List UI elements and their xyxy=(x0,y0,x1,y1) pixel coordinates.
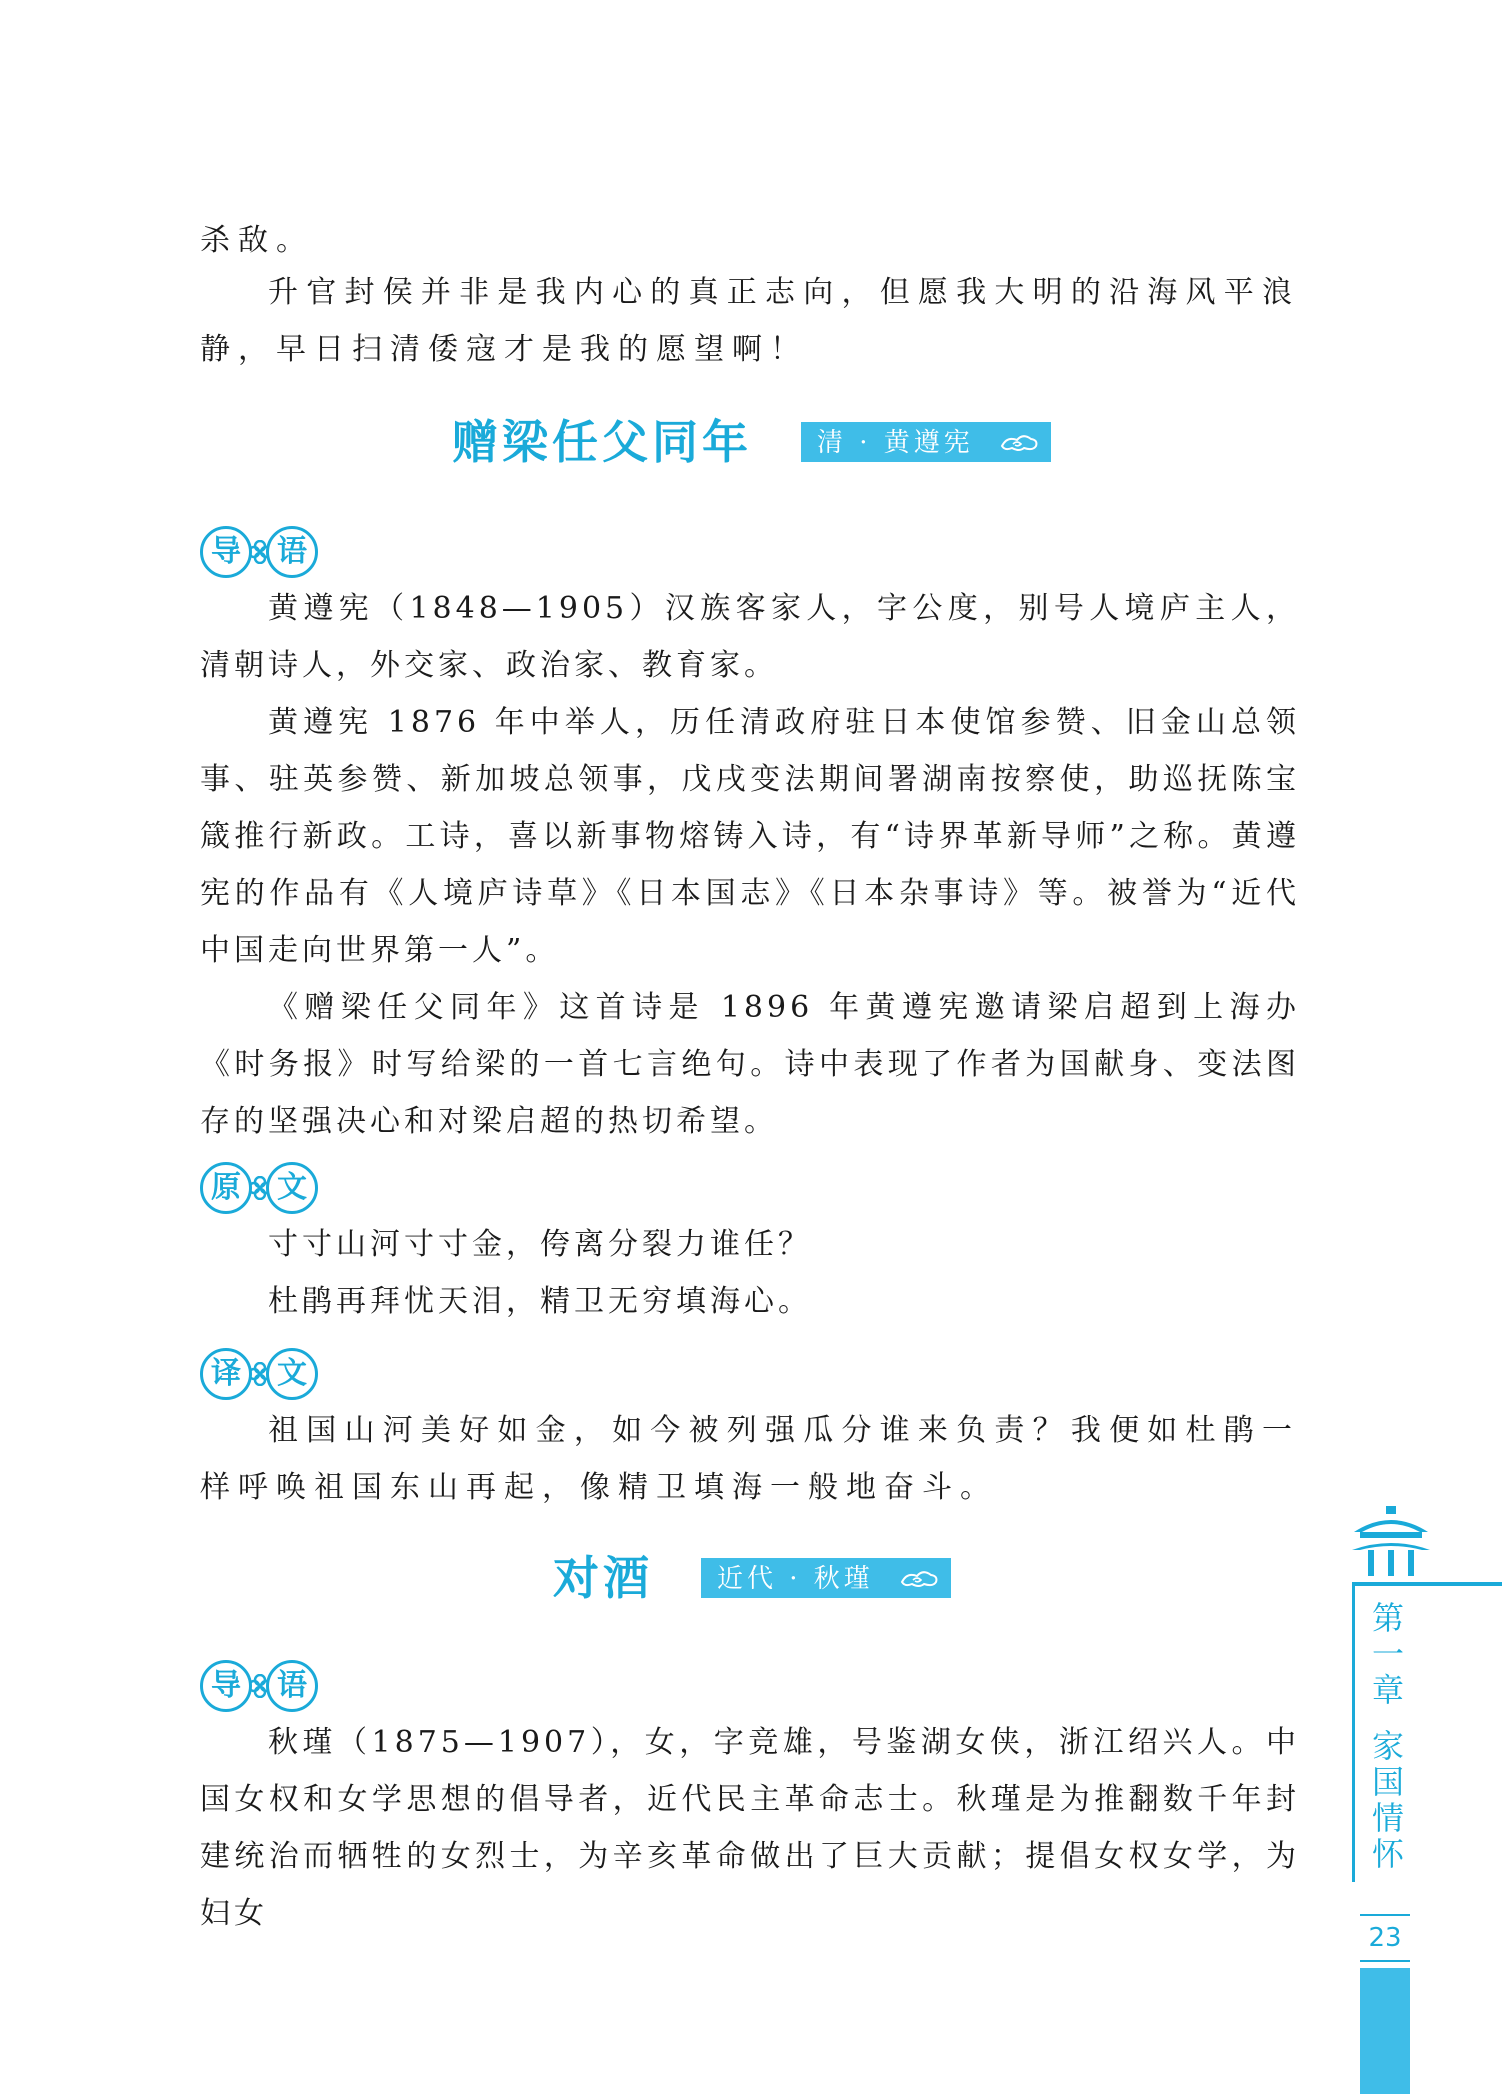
intro-paragraph: 黄遵宪（1848—1905）汉族客家人，字公度，别号人境庐主人，清朝诗人，外交家、政治家、教育家。 xyxy=(200,591,1300,683)
badge-char: 文 xyxy=(266,1162,318,1214)
chapter-char: 第 xyxy=(1371,1599,1404,1637)
chapter-vertical-line xyxy=(1352,1582,1355,1882)
continuation-paragraph: 升官封侯并非是我内心的真正志向，但愿我大明的沿海风平浪静，早日扫清倭寇才是我的愿望啊！ xyxy=(200,275,1300,367)
side-color-block xyxy=(1360,1968,1410,2094)
cloud-icon xyxy=(899,1567,939,1589)
badge-char: 文 xyxy=(266,1348,318,1400)
poem-title: 赠梁任父同年 xyxy=(452,415,752,469)
intro-badge xyxy=(200,1656,328,1716)
author-tag xyxy=(701,1558,951,1598)
badge-char: 原 xyxy=(200,1162,252,1214)
translation-paragraph: 祖国山河美好如金，如今被列强瓜分谁来负责？我便如杜鹃一样呼唤祖国东山再起，像精卫填海一般地奋斗。 xyxy=(200,1413,1300,1505)
intro-paragraph: 秋瑾（1875—1907），女，字竞雄，号鉴湖女侠，浙江绍兴人。中国女权和女学思想的倡导者，近代民主革命志士。秋瑾是为推翻数千年封建统治而牺牲的女烈士，为辛亥革命做出了巨大贡献；提倡女权女学，为妇女 xyxy=(200,1725,1300,1931)
badge-char: 导 xyxy=(200,526,252,578)
chapter-char: 章 xyxy=(1371,1671,1404,1709)
pavilion-icon xyxy=(1350,1506,1432,1578)
badge-char: 译 xyxy=(200,1348,252,1400)
original-badge xyxy=(200,1158,328,1218)
poem-line: 寸寸山河寸寸金，侉离分裂力谁任？ xyxy=(268,1227,812,1262)
intro-badge xyxy=(200,522,328,582)
cloud-icon xyxy=(999,431,1039,453)
author-tag xyxy=(801,422,1051,462)
badge-char: 语 xyxy=(266,526,318,578)
theme-char: 家 xyxy=(1371,1727,1404,1765)
poem-title: 对酒 xyxy=(553,1551,653,1605)
badge-char: 导 xyxy=(200,1660,252,1712)
theme-char: 情 xyxy=(1371,1799,1404,1837)
intro-paragraph: 《赠梁任父同年》这首诗是 1896 年黄遵宪邀请梁启超到上海办《时务报》时写给梁的一首七言绝句。诗中表现了作者为国献身、变法图存的坚强决心和对梁启超的热切希望。 xyxy=(200,990,1300,1139)
intro-paragraph: 黄遵宪 1876 年中举人，历任清政府驻日本使馆参赞、旧金山总领事、驻英参赞、新加坡总领事，戊戌变法期间署湖南按察使，助巡抚陈宝箴推行新政。工诗，喜以新事物熔铸入诗，有“诗界革新导师”之称。黄遵宪的作品有《人境庐诗草》《日本国志》《日本杂事诗》等。被誉为“近代中国走向世界第一人”。 xyxy=(200,705,1300,968)
author-tag-text: 清 · 黄遵宪 xyxy=(817,428,974,458)
page-number: 23 xyxy=(1360,1914,1410,1962)
chapter-char: 一 xyxy=(1371,1635,1404,1673)
translation-badge xyxy=(200,1344,328,1404)
theme-char: 国 xyxy=(1371,1763,1404,1801)
chapter-divider xyxy=(1352,1582,1502,1586)
poem-line: 杜鹃再拜忧天泪，精卫无穷填海心。 xyxy=(268,1284,812,1319)
badge-char: 语 xyxy=(266,1660,318,1712)
author-tag-text: 近代 · 秋瑾 xyxy=(717,1564,874,1594)
continuation-line: 杀敌。 xyxy=(200,223,314,258)
theme-char: 怀 xyxy=(1371,1835,1404,1873)
